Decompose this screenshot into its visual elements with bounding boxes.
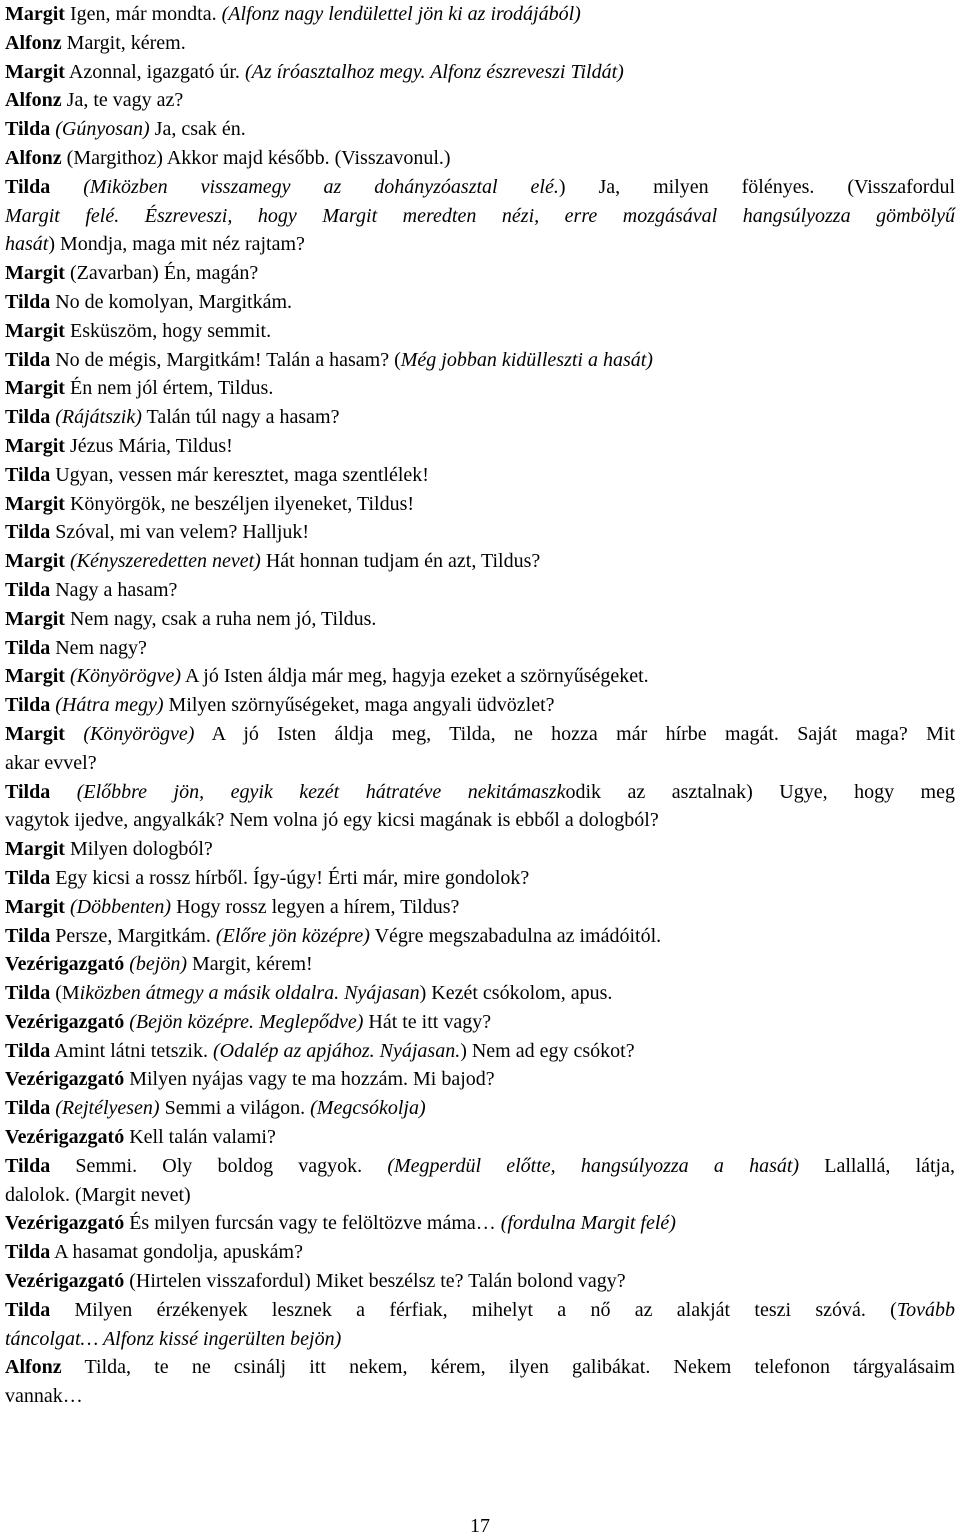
speaker-name: Tilda xyxy=(5,982,51,1005)
speaker-name: Tilda xyxy=(5,521,51,544)
speaker-name: Margit xyxy=(5,434,65,457)
dialogue-text xyxy=(65,723,83,745)
dialogue-text: Nagy a hasam? xyxy=(50,578,178,601)
dialogue-text: Hogy rossz legyen a hírem, Tildus? xyxy=(171,895,460,918)
dialogue-text: Ja, te vagy az? xyxy=(61,89,184,112)
dialogue-text: Milyen dologból? xyxy=(64,838,213,861)
script-line xyxy=(5,1065,955,1094)
script-line xyxy=(5,806,955,835)
dialogue-text: Kell talán valami? xyxy=(124,1126,276,1149)
dialogue-text: dalolok. (Margit nevet) xyxy=(5,1183,191,1206)
dialogue-text: vagytok ijedve, angyalkák? Nem volna jó egy kicsi magának is ebből a dologból? xyxy=(5,809,659,832)
speaker-name: Margit xyxy=(5,550,65,573)
speaker-name: Vezérigazgató xyxy=(5,1010,125,1033)
stage-direction: (Előbbre jön, egyik kezét hátratéve nekitámaszk xyxy=(76,780,566,803)
script-line xyxy=(5,720,955,749)
speaker-name: Margit xyxy=(5,607,65,630)
dialogue-text: vannak… xyxy=(5,1385,83,1408)
dialogue-text: Semmi. Oly boldog vagyok. xyxy=(50,1154,388,1177)
dialogue-text: Hát honnan tudjam én azt, Tildus? xyxy=(260,550,541,573)
script-line xyxy=(5,749,955,778)
stage-direction: (Könyörögve) xyxy=(83,722,195,745)
dialogue-text: Milyen érzékenyek lesznek a férfiak, mihelyt a nő az alakját teszi szóvá. ( xyxy=(50,1298,897,1321)
dialogue-text xyxy=(50,781,76,803)
dialogue-text: Igen, már mondta. xyxy=(64,3,222,25)
speaker-name: Margit xyxy=(5,262,65,285)
speaker-name: Margit xyxy=(5,60,65,83)
speaker-name: Tilda xyxy=(5,924,51,947)
speaker-name: Margit xyxy=(5,665,65,688)
script-line xyxy=(5,115,955,144)
speaker-name: Margit xyxy=(5,3,65,25)
script-line xyxy=(5,893,955,922)
dialogue-text: Margit, kérem. xyxy=(61,31,186,54)
speaker-name: Margit xyxy=(5,492,65,515)
stage-direction: (Odalép az apjához. Nyájasan. xyxy=(212,1039,461,1062)
dialogue-text: A jó Isten áldja már meg, hagyja ezeket a szörnyűségeket. xyxy=(181,665,649,688)
dialogue-text: Milyen nyájas vagy te ma hozzám. Mi bajod? xyxy=(124,1068,495,1091)
speaker-name: Tilda xyxy=(5,578,51,601)
speaker-name: Tilda xyxy=(5,1097,51,1120)
stage-direction: (Könyörögve) xyxy=(69,665,182,688)
dialogue-text: Nem nagy? xyxy=(50,636,147,659)
dialogue-text: akar evvel? xyxy=(5,751,97,774)
script-line xyxy=(5,58,955,87)
speaker-name: Tilda xyxy=(5,175,51,198)
script-line xyxy=(5,173,955,202)
dialogue-text: ) Ja, milyen fölényes. (Visszafordul xyxy=(558,175,956,198)
speaker-name: Vezérigazgató xyxy=(5,1068,125,1091)
dialogue-text: ) Mondja, maga mit néz rajtam? xyxy=(48,233,305,256)
dialogue-text: odik az asztalnak) Ugye, hogy meg xyxy=(565,780,955,803)
dialogue-text: ) Nem ad egy csókot? xyxy=(460,1039,635,1062)
speaker-name: Alfonz xyxy=(5,31,62,54)
script-line xyxy=(5,950,955,979)
dialogue-text: Persze, Margitkám. xyxy=(50,924,216,947)
stage-direction: Tovább xyxy=(896,1298,955,1321)
speaker-name: Alfonz xyxy=(5,89,62,112)
script-line xyxy=(5,29,955,58)
speaker-name: Tilda xyxy=(5,348,51,371)
script-line xyxy=(5,1094,955,1123)
dialogue-text: (M xyxy=(50,982,80,1005)
stage-direction: (Gúnyosan) xyxy=(55,118,150,141)
script-line xyxy=(5,1296,955,1325)
page-number: 17 xyxy=(470,1515,490,1537)
script-line xyxy=(5,317,955,346)
dialogue-text: Amint látni tetszik. xyxy=(50,1039,213,1062)
script-line xyxy=(5,1325,955,1354)
script-line xyxy=(5,403,955,432)
script-line xyxy=(5,1267,955,1296)
speaker-name: Vezérigazgató xyxy=(5,953,125,976)
speaker-name: Tilda xyxy=(5,463,51,486)
script-line xyxy=(5,605,955,634)
stage-direction: Margit felé. Észreveszi, hogy Margit meredten nézi, erre mozgásával hangsúlyozza gömbölyű xyxy=(5,204,955,227)
script-line xyxy=(5,1008,955,1037)
script-line xyxy=(5,835,955,864)
script-line xyxy=(5,1353,955,1382)
dialogue-text: Jézus Mária, Tildus! xyxy=(64,434,233,457)
stage-direction: hasát xyxy=(5,233,49,256)
speaker-name: Margit xyxy=(5,319,65,342)
stage-direction: (Megperdül előtte, hangsúlyozza a hasát) xyxy=(387,1154,800,1177)
dialogue-text: Szóval, mi van velem? Halljuk! xyxy=(50,521,310,544)
stage-direction: (Miközben visszamegy az dohányzóasztal elé. xyxy=(83,175,559,198)
dialogue-text: Semmi a világon. xyxy=(159,1097,311,1120)
script-line xyxy=(5,1152,955,1181)
dialogue-text: (Margithoz) Akkor majd később. (Visszavonul.) xyxy=(61,146,451,169)
script-line xyxy=(5,374,955,403)
dialogue-text: És milyen furcsán vagy te felöltözve máma… xyxy=(124,1212,501,1235)
dialogue-text: Milyen szörnyűségeket, maga angyali üdvözlet? xyxy=(163,694,555,717)
dialogue-text: (Zavarban) Én, magán? xyxy=(64,262,259,285)
speaker-name: Tilda xyxy=(5,694,51,717)
dialogue-text: Ugyan, vessen már keresztet, maga szentlélek! xyxy=(50,463,429,486)
script-line xyxy=(5,490,955,519)
stage-direction: iközben átmegy a másik oldalra. Nyájasan xyxy=(79,982,420,1005)
script-line xyxy=(5,1238,955,1267)
script-line xyxy=(5,778,955,807)
script-line xyxy=(5,259,955,288)
stage-direction: (Az íróasztalhoz megy. Alfonz észreveszi Tildát) xyxy=(244,60,624,83)
script-line xyxy=(5,288,955,317)
speaker-name: Alfonz xyxy=(5,1356,62,1379)
script-line xyxy=(5,576,955,605)
speaker-name: Vezérigazgató xyxy=(5,1126,125,1149)
speaker-name: Tilda xyxy=(5,1154,51,1177)
stage-direction: (Bejön középre. Meglepődve) xyxy=(129,1010,364,1033)
speaker-name: Tilda xyxy=(5,1039,51,1062)
speaker-name: Tilda xyxy=(5,1298,51,1321)
dialogue-text xyxy=(50,176,83,198)
dialogue-text: Én nem jól értem, Tildus. xyxy=(64,377,274,400)
script-line xyxy=(5,1123,955,1152)
script-line xyxy=(5,1209,955,1238)
script-line xyxy=(5,634,955,663)
dialogue-text: A jó Isten áldja meg, Tilda, ne hozza már hírbe magát. Saját maga? Mit xyxy=(194,722,956,745)
stage-direction: (fordulna Margit felé) xyxy=(500,1212,676,1235)
script-line xyxy=(5,144,955,173)
dialogue-text: Könyörgök, ne beszéljen ilyeneket, Tildus! xyxy=(64,492,415,515)
speaker-name: Vezérigazgató xyxy=(5,1212,125,1235)
dialogue-text: A hasamat gondolja, apuskám? xyxy=(50,1241,303,1264)
script-line xyxy=(5,1037,955,1066)
script-line xyxy=(5,86,955,115)
stage-direction: táncolgat… Alfonz kissé ingerülten bejön) xyxy=(5,1327,342,1350)
script-line xyxy=(5,346,955,375)
stage-direction: (Rejtélyesen) xyxy=(55,1097,160,1120)
dialogue-text: No de mégis, Margitkám! Talán a hasam? ( xyxy=(50,348,401,371)
script-line xyxy=(5,979,955,1008)
dialogue-text: No de komolyan, Margitkám. xyxy=(50,290,293,313)
speaker-name: Tilda xyxy=(5,290,51,313)
stage-direction: (bejön) xyxy=(129,953,187,976)
script-line xyxy=(5,662,955,691)
stage-direction: (Előre jön középre) xyxy=(215,924,370,947)
speaker-name: Tilda xyxy=(5,118,51,141)
script-line xyxy=(5,864,955,893)
speaker-name: Tilda xyxy=(5,1241,51,1264)
script-line xyxy=(5,547,955,576)
script-line xyxy=(5,202,955,231)
dialogue-text: Hát te itt vagy? xyxy=(363,1010,492,1033)
speaker-name: Tilda xyxy=(5,406,51,429)
speaker-name: Margit xyxy=(5,377,65,400)
dialogue-text: Egy kicsi a rossz hírből. Így-úgy! Érti már, mire gondolok? xyxy=(50,866,530,889)
speaker-name: Margit xyxy=(5,838,65,861)
script-line xyxy=(5,230,955,259)
stage-direction: (Hátra megy) xyxy=(55,694,164,717)
speaker-name: Margit xyxy=(5,895,65,918)
script-line xyxy=(5,461,955,490)
script-line xyxy=(5,0,955,29)
dialogue-text: (Hirtelen visszafordul) Miket beszélsz te? Talán bolond vagy? xyxy=(124,1270,626,1293)
dialogue-text: Talán túl nagy a hasam? xyxy=(141,406,340,429)
dialogue-text: Lallallá, látja, xyxy=(799,1154,955,1177)
dialogue-text: Nem nagy, csak a ruha nem jó, Tildus. xyxy=(64,607,377,630)
dialogue-text: Esküszöm, hogy semmit. xyxy=(64,319,272,342)
dialogue-text: Azonnal, igazgató úr. xyxy=(64,60,245,83)
dialogue-text: Tilda, te ne csinálj itt nekem, kérem, ilyen galibákat. Nekem telefonon tárgyalásaim xyxy=(61,1356,955,1379)
speaker-name: Tilda xyxy=(5,636,51,659)
script-line xyxy=(5,922,955,951)
script-line xyxy=(5,1181,955,1210)
script-line xyxy=(5,1382,955,1411)
script-line xyxy=(5,518,955,547)
stage-direction: (Rájátszik) xyxy=(55,406,142,429)
stage-direction: Még jobban kidülleszti a hasát) xyxy=(400,348,653,371)
stage-direction: (Kényszeredetten nevet) xyxy=(69,550,261,573)
stage-direction: (Alfonz nagy lendülettel jön ki az irodájából) xyxy=(221,3,581,25)
script-line xyxy=(5,691,955,720)
speaker-name: Margit xyxy=(5,722,65,745)
speaker-name: Alfonz xyxy=(5,146,62,169)
play-script-text xyxy=(5,0,955,1411)
stage-direction: (Megcsókolja) xyxy=(310,1097,426,1120)
speaker-name: Vezérigazgató xyxy=(5,1270,125,1293)
dialogue-text: Végre megszabadulna az imádóitól. xyxy=(369,924,662,947)
script-line xyxy=(5,432,955,461)
dialogue-text: Margit, kérem! xyxy=(186,953,313,976)
speaker-name: Tilda xyxy=(5,866,51,889)
stage-direction: (Döbbenten) xyxy=(69,895,172,918)
speaker-name: Tilda xyxy=(5,780,51,803)
dialogue-text: ) Kezét csókolom, apus. xyxy=(419,982,613,1005)
dialogue-text: Ja, csak én. xyxy=(149,118,246,141)
